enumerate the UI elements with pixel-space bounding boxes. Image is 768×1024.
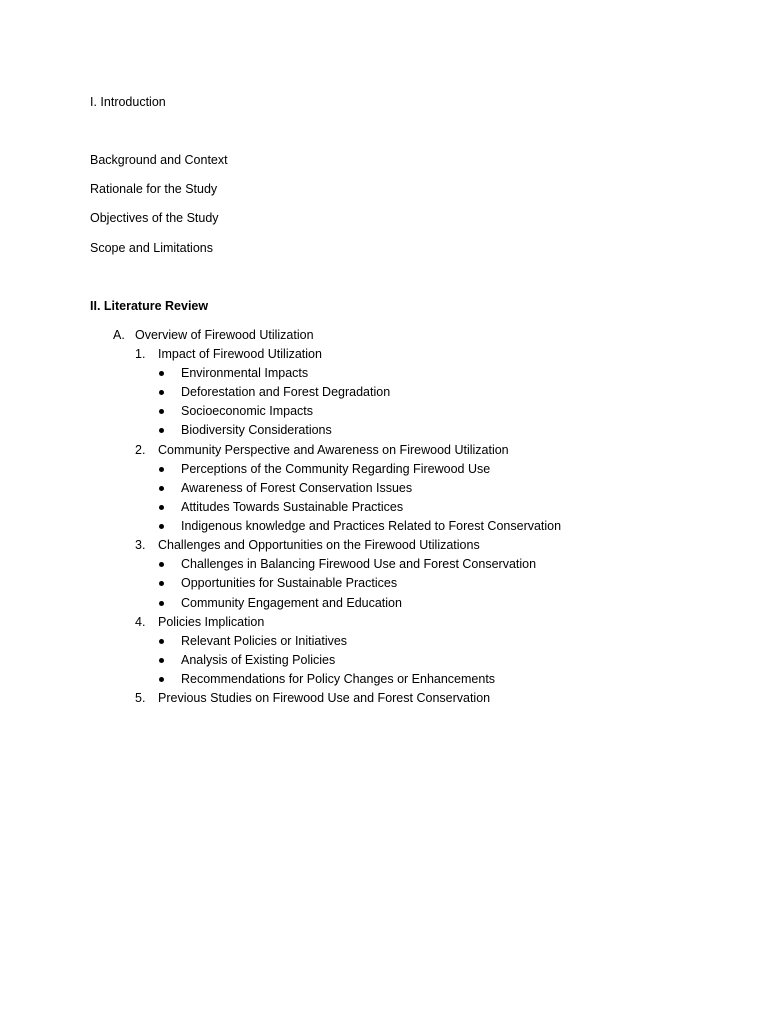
bullet-dot-icon bbox=[159, 524, 164, 529]
bullet-item: Indigenous knowledge and Practices Related to Forest Conservation bbox=[181, 519, 562, 533]
lit-review-heading: II. Literature Review bbox=[90, 299, 209, 313]
subsection-label: Policies Implication bbox=[158, 615, 265, 629]
bullet-dot-icon bbox=[159, 505, 164, 510]
intro-item: Rationale for the Study bbox=[90, 182, 218, 196]
intro-item: Objectives of the Study bbox=[90, 211, 219, 225]
bullet-item: Community Engagement and Education bbox=[181, 596, 402, 610]
subsection-marker: 1. bbox=[135, 347, 146, 361]
subsection-marker: 2. bbox=[135, 443, 146, 457]
subsection-marker: 3. bbox=[135, 538, 146, 552]
section-a-marker: A. bbox=[113, 328, 125, 342]
bullet-dot-icon bbox=[159, 601, 164, 606]
bullet-dot-icon bbox=[159, 658, 164, 663]
bullet-item: Awareness of Forest Conservation Issues bbox=[181, 481, 413, 495]
bullet-item: Attitudes Towards Sustainable Practices bbox=[181, 500, 404, 514]
subsection-label: Challenges and Opportunities on the Firewood Utilizations bbox=[158, 538, 480, 552]
bullet-item: Opportunities for Sustainable Practices bbox=[181, 576, 398, 590]
bullet-dot-icon bbox=[159, 467, 164, 472]
bullet-item: Challenges in Balancing Firewood Use and Forest Conservation bbox=[181, 557, 537, 571]
bullet-dot-icon bbox=[159, 486, 164, 491]
intro-item: Scope and Limitations bbox=[90, 241, 213, 255]
section-a-label: Overview of Firewood Utilization bbox=[135, 328, 314, 342]
bullet-item: Perceptions of the Community Regarding Firewood Use bbox=[181, 462, 491, 476]
bullet-dot-icon bbox=[159, 677, 164, 682]
intro-heading: I. Introduction bbox=[90, 95, 166, 109]
subsection-label: Impact of Firewood Utilization bbox=[158, 347, 322, 361]
bullet-item: Socioeconomic Impacts bbox=[181, 404, 314, 418]
bullet-dot-icon bbox=[159, 390, 164, 395]
subsection-marker: 5. bbox=[135, 691, 146, 705]
bullet-item: Analysis of Existing Policies bbox=[181, 653, 336, 667]
bullet-dot-icon bbox=[159, 562, 164, 567]
subsection-label: Community Perspective and Awareness on Firewood Utilization bbox=[158, 443, 509, 457]
subsection-marker: 4. bbox=[135, 615, 146, 629]
bullet-dot-icon bbox=[159, 639, 164, 644]
bullet-item: Environmental Impacts bbox=[181, 366, 309, 380]
bullet-dot-icon bbox=[159, 428, 164, 433]
subsection-label: Previous Studies on Firewood Use and Forest Conservation bbox=[158, 691, 491, 705]
bullet-dot-icon bbox=[159, 581, 164, 586]
bullet-item: Recommendations for Policy Changes or Enhancements bbox=[181, 672, 496, 686]
bullet-dot-icon bbox=[159, 409, 164, 414]
bullet-dot-icon bbox=[159, 371, 164, 376]
bullet-item: Biodiversity Considerations bbox=[181, 423, 332, 437]
bullet-item: Deforestation and Forest Degradation bbox=[181, 385, 391, 399]
bullet-item: Relevant Policies or Initiatives bbox=[181, 634, 348, 648]
intro-item: Background and Context bbox=[90, 153, 228, 167]
